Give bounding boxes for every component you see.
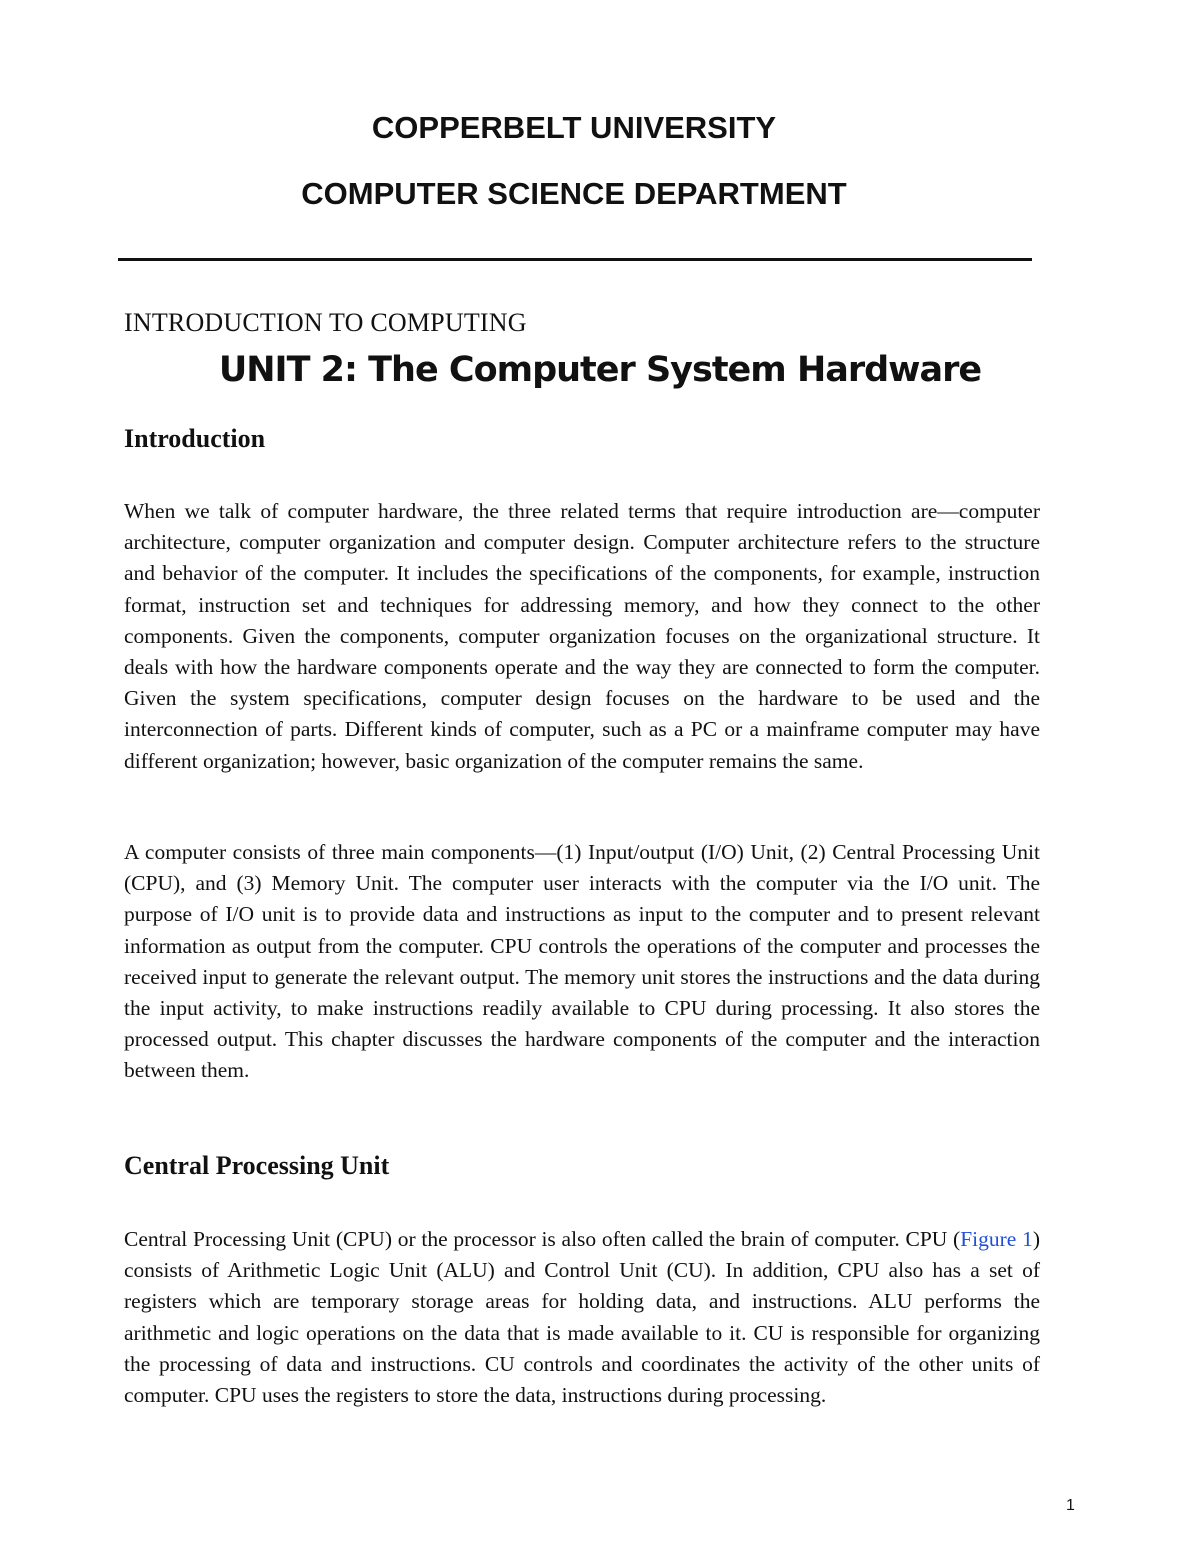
figure-1-link[interactable]: Figure 1: [960, 1227, 1033, 1251]
cpu-heading: Central Processing Unit: [124, 1151, 390, 1180]
cpu-paragraph: [124, 1224, 1040, 1411]
page-number: 1: [1066, 1497, 1075, 1514]
department-title: COMPUTER SCIENCE DEPARTMENT: [301, 176, 847, 211]
course-title: INTRODUCTION TO COMPUTING: [124, 308, 527, 337]
introduction-heading: Introduction: [124, 424, 266, 453]
university-title: COPPERBELT UNIVERSITY: [371, 110, 777, 145]
header-divider: [118, 258, 1032, 261]
cpu-text-before-link: Central Processing Unit (CPU) or the processor is also often called the brain of computer. CPU (: [124, 1227, 961, 1251]
introduction-paragraph-1: When we talk of computer hardware, the three related terms that require introduction are—computer architecture, computer organization and computer design. Computer architecture refers to the structure and behavior of the computer. It includes the specifications of the components, for example, instruction format, instruction set and techniques for addressing memory, and how they connect to the other components. Given the components, computer organization focuses on the organizational structure. It deals with how the hardware components operate and the way they are connected to form the computer. Given the system specifications, computer design focuses on the hardware to be used and the interconnection of parts. Different kinds of computer, such as a PC or a mainframe computer may have different organization; however, basic organization of the computer remains the same.: [124, 499, 1040, 773]
introduction-paragraph-2: A computer consists of three main components—(1) Input/output (I/O) Unit, (2) Central Processing Unit (CPU), and (3) Memory Unit. The computer user interacts with the computer via the I/O unit. The purpose of I/O unit is to provide data and instructions as input to the computer and to present relevant information as output from the computer. CPU controls the operations of the computer and processes the received input to generate the relevant output. The memory unit stores the instructions and the data during the input activity, to make instructions readily available to CPU during processing. It also stores the processed output. This chapter discusses the hardware components of the computer and the interaction between them.: [124, 840, 1040, 1083]
unit-title: UNIT 2: The Computer System Hardware: [218, 350, 982, 390]
cpu-text-after-link: ) consists of Arithmetic Logic Unit (ALU) and Control Unit (CU). In addition, CPU also has a set of registers which are temporary storage areas for holding data, and instructions. ALU performs the arithmetic and logic operations on the data that is made available to it. CU is responsible for organizing the processing of data and instructions. CU controls and coordinates the activity of the other units of computer. CPU uses the registers to store the data, instructions during processing.: [124, 1227, 1040, 1408]
